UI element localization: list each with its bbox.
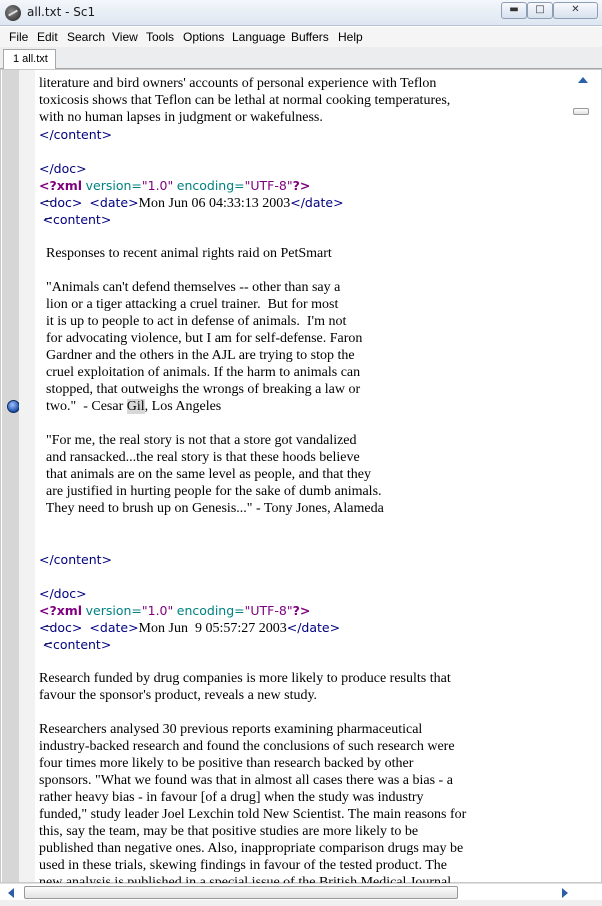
menu-file[interactable]: File [9, 30, 29, 44]
text-line: "For me, the real story is not that a store got vandalized [39, 433, 357, 448]
date-value: Mon Jun 06 04:33:13 2003 [138, 196, 291, 211]
text-line: cruel exploitation of animals. If the harm to animals can [39, 365, 361, 380]
text-line [39, 551, 567, 568]
text-line [39, 160, 567, 177]
vertical-scroll-thumb[interactable] [573, 108, 589, 115]
bookmark-margin[interactable] [2, 70, 19, 882]
text-line: it is up to people to act in defense of animals. I'm not [39, 314, 347, 329]
text-line: toxicosis shows that Teflon can be lethal at normal cooking temperatures, [39, 93, 451, 108]
fold-margin[interactable] [19, 70, 35, 882]
horizontal-scroll-thumb[interactable] [24, 886, 458, 899]
text-line [39, 636, 567, 653]
text-line [39, 704, 567, 721]
scroll-left-icon[interactable] [8, 888, 14, 898]
text-line [39, 585, 567, 602]
date-open-tag: <date> [89, 620, 139, 635]
attr-encoding: encoding= [176, 178, 245, 193]
text-line [39, 143, 567, 160]
doc-close-tag: </doc> [39, 161, 87, 176]
text-run: , Los Angeles [144, 399, 222, 414]
text-line: industry-backed research and found the conclusions of such research were [39, 739, 455, 754]
text-line [39, 517, 567, 534]
val-version: "1.0" [141, 603, 174, 618]
selected-word: Gil [126, 399, 145, 414]
app-icon[interactable] [5, 5, 21, 21]
doc-date-line [39, 194, 567, 211]
val-encoding: "UTF-8" [244, 603, 293, 618]
text-line: favour the sponsor's product, reveals a new study. [39, 688, 318, 703]
minimize-button[interactable]: ▬ [501, 2, 527, 19]
doc-open-tag: <doc> [39, 620, 83, 635]
menu-search[interactable]: Search [67, 30, 106, 44]
text-run: two." - Cesar [39, 399, 127, 414]
text-line: and ransacked...the real story is that these hoods believe [39, 450, 360, 465]
date-close-tag: </date> [286, 620, 341, 635]
title-bar [0, 0, 602, 26]
text-line: used in these trials, skewing findings in favour of the tested product. The [39, 858, 447, 873]
text-line [39, 211, 567, 228]
doc-open-tag: <doc> [39, 195, 83, 210]
scroll-up-icon[interactable] [578, 77, 588, 83]
text-line: Gardner and the others in the AJL are trying to stop the [39, 348, 355, 363]
text-line: lion or a tiger attacking a cruel trainer. But for most [39, 297, 339, 312]
date-open-tag: <date> [89, 195, 139, 210]
text-line [39, 653, 567, 670]
content-open-tag: <content> [42, 212, 112, 227]
content-close-tag: </content> [39, 552, 113, 567]
maximize-button[interactable]: □ [527, 2, 553, 19]
menu-bar [0, 27, 602, 47]
date-close-tag: </date> [290, 195, 344, 210]
pi-close: ?> [292, 178, 311, 193]
xml-declaration [39, 177, 567, 194]
menu-language[interactable]: Language [232, 30, 286, 44]
horizontal-scrollbar[interactable] [0, 883, 602, 900]
window-title: all.txt - Sc1 [27, 5, 96, 19]
pi-open: <?xml [39, 603, 83, 618]
doc-close-tag: </doc> [39, 586, 87, 601]
text-line [39, 228, 567, 245]
text-line: sponsors. "What we found was that in almost all cases there was a bias - a [39, 773, 453, 788]
editor[interactable] [0, 69, 602, 883]
menu-tools[interactable]: Tools [146, 30, 175, 44]
vertical-scrollbar[interactable] [567, 70, 601, 882]
text-line: published than negative ones. Also, inappropriate comparison drugs may be [39, 841, 464, 856]
close-button[interactable]: ✕ [553, 2, 598, 19]
menu-buffers[interactable]: Buffers [291, 30, 329, 44]
val-encoding: "UTF-8" [244, 178, 293, 193]
text-line: four times more likely to be positive than research backed by other [39, 756, 414, 771]
text-line: that animals are on the same level as people, and that they [39, 467, 371, 482]
text-line: stopped, that outweighs the wrongs of breaking a law or [39, 382, 361, 397]
text-line: for advocating violence, but I am for self-defense. Faron [39, 331, 363, 346]
attr-version: version= [85, 178, 142, 193]
menu-help[interactable]: Help [338, 30, 363, 44]
text-line: funded," study leader Joel Lexchin told New Scientist. The main reasons for [39, 807, 467, 822]
doc-date-line [39, 619, 567, 636]
text-line: with no human lapses in judgment or wakefulness. [39, 110, 323, 125]
text-line: this, say the team, may be that positive studies are more likely to be [39, 824, 419, 839]
status-bar [0, 900, 602, 906]
text-line [39, 568, 567, 585]
val-version: "1.0" [141, 178, 174, 193]
tab-strip [0, 47, 602, 69]
attr-encoding: encoding= [176, 603, 245, 618]
text-line: They need to brush up on Genesis..." - Tony Jones, Alameda [39, 501, 384, 516]
xml-declaration [39, 602, 567, 619]
text-line [39, 415, 567, 432]
text-line: Researchers analysed 30 previous reports examining pharmaceutical [39, 722, 423, 737]
menu-edit[interactable]: Edit [37, 30, 58, 44]
text-line: are justified in hurting people for the sake of dumb animals. [39, 484, 382, 499]
text-line: "Animals can't defend themselves -- other than say a [39, 280, 341, 295]
content-open-tag: <content> [42, 637, 112, 652]
pi-close: ?> [292, 603, 311, 618]
text-line: Responses to recent animal rights raid on PetSmart [39, 246, 332, 261]
text-area[interactable] [39, 75, 567, 880]
text-line: literature and bird owners' accounts of personal experience with Teflon [39, 76, 437, 91]
pi-open: <?xml [39, 178, 83, 193]
date-value: Mon Jun 9 05:57:27 2003 [138, 621, 287, 636]
text-line: rather heavy bias - in favour [of a drug] when the study was industry [39, 790, 424, 805]
tab-all-txt[interactable]: 1 all.txt [3, 49, 56, 69]
menu-options[interactable]: Options [183, 30, 225, 44]
scroll-right-icon[interactable] [562, 888, 568, 898]
text-line [39, 262, 567, 279]
menu-view[interactable]: View [112, 30, 138, 44]
attr-version: version= [85, 603, 142, 618]
content-close-tag: </content> [39, 127, 113, 142]
text-line: Research funded by drug companies is more likely to produce results that [39, 671, 451, 686]
text-line [39, 534, 567, 551]
text-line [39, 126, 567, 143]
text-line-bookmarked [39, 398, 567, 415]
